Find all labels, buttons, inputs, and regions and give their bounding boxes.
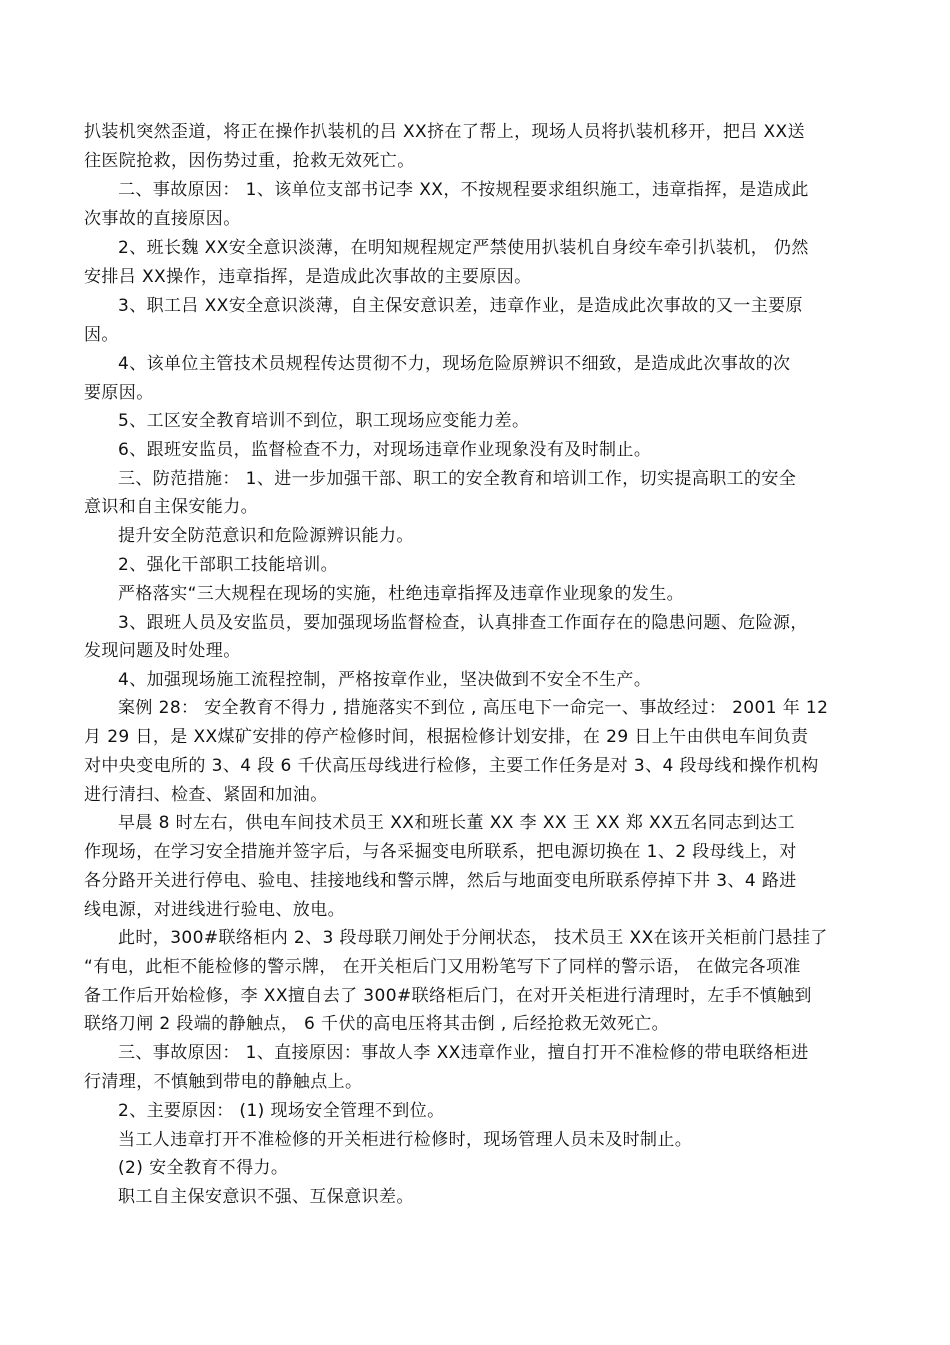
text-line: 意识和自主保安能力。 (84, 497, 258, 517)
text-line: (2) 安全教育不得力。 (118, 1158, 289, 1178)
text-line: 5、工区安全教育培训不到位，职工现场应变能力差。 (118, 411, 530, 431)
text-line: 扒装机突然歪道，将正在操作扒装机的吕 XX挤在了帮上，现场人员将扒装机移开，把吕 XX送 (84, 122, 805, 142)
text-line: 提升安全防范意识和危险源辨识能力。 (118, 526, 414, 546)
text-line: 要原因。 (84, 383, 154, 403)
text-line: 3、职工吕 XX安全意识淡薄，自主保安意识差，违章作业，是造成此次事故的又一主要原 (118, 296, 803, 316)
text-line: 作现场，在学习安全措施并签字后，与各采掘变电所联系，把电源切换在 1、2 段母线上，对 (84, 842, 797, 862)
text-line: 联络刀闸 2 段端的静触点， 6 千伏的高电压将其击倒 , 后经抢救无效死亡。 (84, 1014, 670, 1034)
text-line: 早晨 8 时左右，供电车间技术员王 XX和班长董 XX 李 XX 王 XX 郑 XX五名同志到达工 (118, 813, 795, 833)
text-line: 对中央变电所的 3、4 段 6 千伏高压母线进行检修，主要工作任务是对 3、4 段母线和操作机构 (84, 756, 819, 776)
text-line: 因。 (84, 325, 119, 345)
text-line: 发现问题及时处理。 (84, 641, 241, 661)
text-line: 二、事故原因： 1、该单位支部书记李 XX，不按规程要求组织施工，违章指挥，是造成此 (118, 180, 809, 200)
text-line: 进行清扫、检查、紧固和加油。 (84, 785, 328, 805)
text-line: 此时，300#联络柜内 2、3 段母联刀闸处于分闸状态， 技术员王 XX在该开关柜前门悬挂了 (118, 928, 828, 948)
text-line: 线电源，对进线进行验电、放电。 (84, 900, 345, 920)
text-line: 次事故的直接原因。 (84, 209, 241, 229)
text-line: 3、跟班人员及安监员，要加强现场监督检查，认真排查工作面存在的隐患问题、危险源， (118, 613, 808, 633)
text-line: 职工自主保安意识不强、互保意识差。 (118, 1187, 414, 1207)
text-line: “有电，此柜不能检修的警示牌， 在开关柜后门又用粉笔写下了同样的警示语， 在做完各项准 (84, 957, 801, 977)
text-line: 2、主要原因： (1) 现场安全管理不到位。 (118, 1101, 445, 1121)
text-line: 2、强化干部职工技能培训。 (118, 555, 339, 575)
text-line: 三、事故原因： 1、直接原因：事故人李 XX违章作业，擅自打开不准检修的带电联络柜进 (118, 1043, 809, 1063)
text-line: 严格落实“三大规程在现场的实施，杜绝违章指挥及违章作业现象的发生。 (118, 584, 685, 604)
text-line: 各分路开关进行停电、验电、挂接地线和警示牌，然后与地面变电所联系停掉下井 3、4 路进 (84, 871, 797, 891)
text-line: 2、班长魏 XX安全意识淡薄，在明知规程规定严禁使用扒装机自身绞车牵引扒装机， 仍然 (118, 238, 809, 258)
text-line: 月 29 日，是 XX煤矿安排的停产检修时间，根据检修计划安排，在 29 日上午由供电车间负责 (84, 727, 809, 747)
text-line: 6、跟班安监员，监督检查不力，对现场违章作业现象没有及时制止。 (118, 440, 652, 460)
text-line: 案例 28： 安全教育不得力 , 措施落实不到位 , 高压电下一命完一、事故经过： 2001 年 12 (118, 698, 829, 718)
text-line: 4、该单位主管技术员规程传达贯彻不力，现场危险原辨识不细致，是造成此次事故的次 (118, 354, 791, 374)
text-line: 往医院抢救，因伤势过重，抢救无效死亡。 (84, 151, 415, 171)
text-line: 行清理，不慎触到带电的静触点上。 (84, 1072, 363, 1092)
text-line: 备工作后开始检修，李 XX擅自去了 300#联络柜后门，在对开关柜进行清理时，左手不慎触到 (84, 986, 812, 1006)
text-line: 安排吕 XX操作，违章指挥，是造成此次事故的主要原因。 (84, 267, 532, 287)
text-line: 4、加强现场施工流程控制，严格按章作业，坚决做到不安全不生产。 (118, 670, 652, 690)
text-line: 三、防范措施： 1、进一步加强干部、职工的安全教育和培训工作，切实提高职工的安全 (118, 469, 797, 489)
text-line: 当工人违章打开不准检修的开关柜进行检修时，现场管理人员未及时制止。 (118, 1130, 693, 1150)
